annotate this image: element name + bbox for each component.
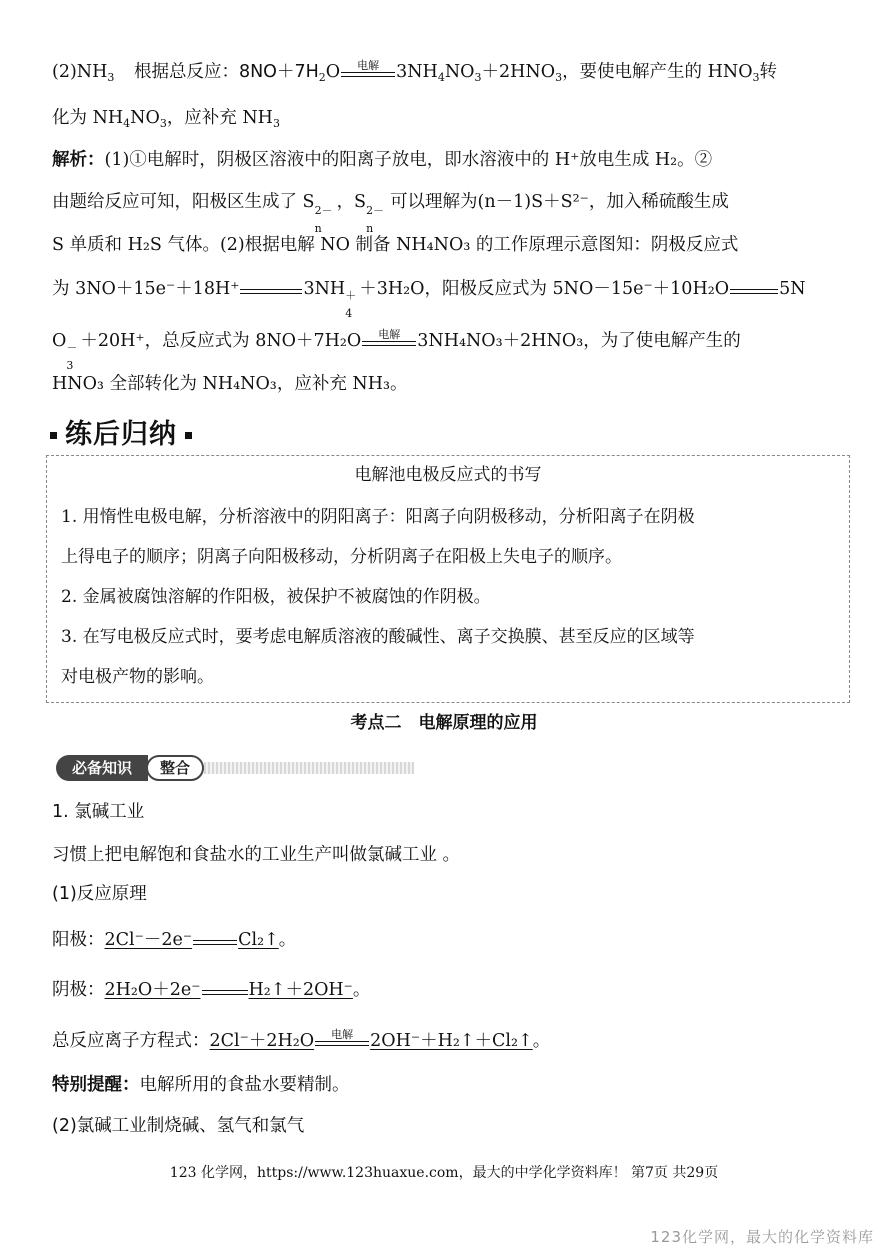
summary-line-3: 2. 金属被腐蚀溶解的作阳极，被保护不被腐蚀的作阴极。 <box>61 587 491 607</box>
special-reminder: 特别提醒：电解所用的食盐水要精制。 <box>52 1075 350 1095</box>
summary-line-1: 1. 用惰性电极电解，分析溶液中的阴阳离子：阳离子向阴极移动，分析阳离子在阴极 <box>61 507 695 527</box>
answer-line-2: 化为 $NH_4NO_3$，应补充 $NH_3$ <box>52 108 280 130</box>
analysis-line-4: 为 3NO＋15e⁻＋18H⁺ 3NH ＋ 4 ＋3H₂O，阳极反应式为 5NO－15e⁻＋10H₂O 5N <box>52 279 806 320</box>
knowledge-tag <box>56 755 416 781</box>
topic-heading: 考点二 电解原理的应用 <box>350 713 538 733</box>
answer-line-1: $(2)NH_3$ 根据总反应：$8NO+7H_2O$ 电解 $3NH_4NO_3+2HNO_3$，要使电解产生的 $HNO_3$转 <box>52 58 778 84</box>
chlor-alkali-intro: 习惯上把电解饱和食盐水的工业生产叫做氯碱工业 。 <box>52 845 461 865</box>
page-footer: 123 化学网，https://www.123huaxue.com，最大的中学化学资料库！ 第7页 共29页 <box>169 1165 719 1181</box>
section-title: 练后归纳 <box>50 412 200 451</box>
chlor-alkali-heading: 1. 氯碱工业 <box>52 802 145 822</box>
anode-equation: 阳极：2Cl⁻－2e⁻ Cl₂↑。 <box>52 930 297 950</box>
analysis-line-6: HNO₃ 全部转化为 NH₄NO₃，应补充 NH₃。 <box>52 374 408 394</box>
analysis-line-2: 由题给反应可知，阳极区生成了 S 2－ n ，S 2－ n 可以理解为(n－1)S＋S²⁻，加入稀硫酸生成 <box>52 192 729 235</box>
summary-line-4: 3. 在写电极反应式时，要考虑电解质溶液的酸碱性、离子交换膜、甚至反应的区域等 <box>61 627 695 647</box>
summary-line-2: 上得电子的顺序；阴离子向阳极移动，分析阴离子在阳极上失电子的顺序。 <box>61 547 622 567</box>
analysis-line-3: S 单质和 H₂S 气体。(2)根据电解 NO 制备 NH₄NO₃ 的工作原理示意图知：阴极反应式 <box>52 235 739 255</box>
tag-dark-label: 必备知识 <box>56 755 148 781</box>
summary-title: 电解池电极反应式的书写 <box>354 465 542 485</box>
summary-box <box>46 455 850 703</box>
analysis-line-1: 解析：(1)①电解时，阴极区溶液中的阳离子放电，即水溶液中的 H⁺放电生成 H₂。② <box>52 150 713 170</box>
reaction-principle-heading: (1)反应原理 <box>52 884 147 904</box>
cathode-equation: 阴极：2H₂O＋2e⁻ H₂↑＋2OH⁻。 <box>52 980 371 1000</box>
equals-electrolysis-sign: 电解 <box>341 63 395 83</box>
total-ionic-equation: 总反应离子方程式：2Cl⁻＋2H₂O 电解 2OH⁻＋H₂↑＋Cl₂↑。 <box>52 1027 551 1051</box>
chlor-alkali-subheading-2: (2)氯碱工业制烧碱、氢气和氯气 <box>52 1116 305 1136</box>
tag-light-label: 整合 <box>146 755 204 781</box>
analysis-line-5: O － 3 ＋20H⁺，总反应式为 8NO＋7H₂O 电解 3NH₄NO₃＋2HNO₃，为了使电解产生的 <box>52 327 741 372</box>
summary-line-5: 对电极产物的影响。 <box>61 667 214 687</box>
analysis-label: 解析： <box>52 150 105 170</box>
site-watermark: 123化学网，最大的化学资料库 <box>650 1228 874 1246</box>
